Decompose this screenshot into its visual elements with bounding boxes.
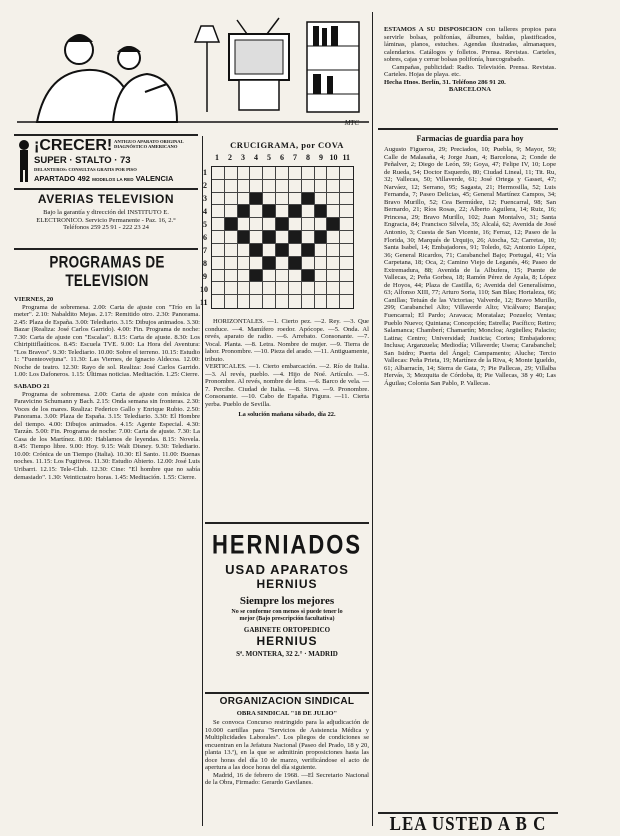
herniados-ad [206,530,368,688]
estamos-text2: Campañas, publicidad: Radio. Televisión. Prensa. Revistas. Carteles. Hojas de playa. etc. [384,63,556,79]
crossword-cell [315,270,328,283]
crossword-black-cell [276,218,289,231]
crossword-row-number: 6 [203,233,207,242]
crossword-cell [302,257,315,270]
crossword-cell [225,180,238,193]
crecer-line1: ANTIGUO APARATO ORIGINAL DIAGNÓSTICO AMERICANO [114,139,184,149]
crossword-black-cell [225,218,238,231]
crossword-cell [276,231,289,244]
crossword-cell [315,180,328,193]
crossword-cell [250,231,263,244]
crossword-cell [212,257,225,270]
crossword-cell [238,270,251,283]
crossword-row-number: 2 [203,181,207,190]
crossword-black-cell [289,205,302,218]
averias-text: Bajo la garantía y dirección del INSTITUTO E. ELECTRONICO. Servicio Permanente - Paz. 16, 2.° Teléfonos 259 25 91 - 222 23 24 [36,209,176,232]
crossword-column-number: 9 [319,153,323,162]
crossword-cell [315,295,328,308]
rule-mid-1 [205,522,369,524]
crucigrama-solution-note: La solución mañana sábado, día 22. [238,410,336,418]
crossword-cell [315,257,328,270]
crossword-cell [289,244,302,257]
crossword-cell [302,231,315,244]
crossword-cell [225,231,238,244]
crossword-column-number: 3 [241,153,245,162]
crossword-cell [276,193,289,206]
crossword-cell [276,270,289,283]
herniados-slogan: Siempre los mejores [239,595,335,607]
crossword-black-cell [289,231,302,244]
crossword-cell [225,193,238,206]
crossword-cell [289,180,302,193]
crossword-cell [225,257,238,270]
cartoon-illustration [17,12,369,130]
organizacion-sign: Madrid, 16 de febrero de 1968. —El Secretario Nacional de la Obra, Firmado: Gerardo Gavilanes. [205,771,369,787]
crossword-cell [212,193,225,206]
rule-right-1 [378,128,558,130]
crossword-cell [212,244,225,257]
crossword-cell [238,167,251,180]
crossword-cell [276,257,289,270]
crossword-cell [250,218,263,231]
crossword-cell [340,231,353,244]
crossword-cell [250,205,263,218]
crossword-row-number: 4 [203,207,207,216]
crecer-brand: ¡CRECER! [34,137,113,154]
crossword-row-number: 7 [203,246,207,255]
crossword-cell [263,295,276,308]
crossword-black-cell [263,231,276,244]
crossword-black-cell [302,270,315,283]
crossword-cell [238,218,251,231]
crossword-column-number: 1 [215,153,219,162]
crecer-apartado-text: APARTADO 492 [34,174,90,183]
crossword-cell [276,167,289,180]
crossword-cell [250,257,263,270]
crossword-cell [263,180,276,193]
crossword-cell [289,282,302,295]
programas-section [14,252,200,824]
crossword-cell [302,282,315,295]
lea-abc [376,814,560,836]
crossword-row-number: 11 [200,298,208,307]
herniados-sub: USAD APARATOS [225,562,349,577]
crossword-cell [315,167,328,180]
crossword-black-cell [250,270,263,283]
crossword-cell [327,167,340,180]
crucigrama-clues-text: HORIZONTALES. —1. Cierto pez. —2. Rey. —3. Que conduce. —4. Mamífero roedor. Apócope. —5. Onda. Al revés, aparato de radio. —6. Arrebato. Consonante. —7. Vocal. Planta. —8. Letra. Nombre de mujer. —9. Tierra de labor. Pronombre. —10. Pieza del arado. —11. Antiguamente, tributo. VERTICALES. —1. Cierto embarcación. —2. Río de Italia. —3. Al revés, pueblo. —4. Hijo de Noé. Artículo. —5. Pronombre. Al revés, nombre de letra. —6. Barco de vela. —7. Percibe. Ciudad de Italia. —8. Sirva. —9. Pronombre. Consonante. —10. Cabo de España. Figura. —11. Cierta yerba. Pueblo de Sevilla. [205,318,369,409]
crossword-black-cell [250,244,263,257]
crossword-cell [289,193,302,206]
crossword-row-number: 1 [203,168,207,177]
crossword-cell [327,205,340,218]
viernes-heading: VIERNES, 20 [14,296,54,303]
lea-abc-text: LEA USTED A B C [389,814,547,835]
crossword-cell [315,282,328,295]
crossword-cell [327,180,340,193]
crossword-column-number: 11 [342,153,351,162]
crossword-column-number: 7 [293,153,297,162]
column-rule-2 [372,12,373,826]
crossword-cell [315,244,328,257]
crossword-cell [340,257,353,270]
crossword-cell [302,218,315,231]
crossword-cell [238,193,251,206]
crucigrama-clues [205,318,369,518]
crossword-row-number: 8 [203,259,207,268]
crossword-cell [340,295,353,308]
organizacion-title: ORGANIZACION SINDICAL [219,696,355,707]
crecer-apartado [34,174,173,183]
estamos-section [384,26,556,124]
rule-left-2 [14,188,198,190]
herniados-brand2: HERNIUS [256,634,318,648]
cartoon-signature: MTC [344,119,359,127]
crecer-figure-icon [16,139,32,183]
organizacion-text: Se convoca Concurso restringido para la adjudicación de 10.000 cartillas para "Servicios de Asistencia Médica y Multiplicidades Laborales". Los pliegos de condiciones se encuentran en la Jefatura Nacional (Paseo del Prado, 18 y 20, planta 13.ª), en la que se admitirán proposiciones hasta las doce horas del día 10 de marzo, verificándose el acto de apertura a las doce horas del día siguiente. [205,719,369,772]
crossword-black-cell [302,244,315,257]
crecer-ad [14,137,198,185]
crossword-cell [276,295,289,308]
sabado-text: Programa de sobremesa. 2.00: Carta de ajuste con música de Paravicino Schumann y Bach. 2.15: Onda semana sin fronteras. 2.30: Voces de los mares. Realiza: Federico Gallo y Enrique Rubio. 2.50: Panorama. 3.00: Plaza de España. 3.15: Telediario. 3.30: El Hombre del tiempo. 4.00: Dibujos animados. 4.15: Agente Especial. 4.30: Tarzán. 5.00: Fin. Programa de noche: 7.00: Carta de ajuste. 7.30: La Casa de los Martínez. 8.00: Hablamos de leyendas. 8.15: Novela. 8.45: Tiempo libre. 9.00: Hoy. 9.15: Walt Disney. 9.30: Telediario. 10.00: Crónica de un Tiempo (Italia). 10.30: El Santo. 11.00: Buenas noches. 11.15: Los Fugitivos. 11.30: Estudio Abierto. 12.00: José Luis Uribarri. 12.15: Tele-Club. 12.30: Cine: "El hombre que no sabía demasiado". 1.30: Veinticuatro horas. 1.45: Meditación. 1.55: Cierre. [14,390,200,481]
crossword-black-cell [302,193,315,206]
crossword-cell [289,270,302,283]
crossword-cell [263,244,276,257]
crossword-cell [238,180,251,193]
crossword-cell [212,167,225,180]
sabado-heading: SABADO 21 [14,383,50,391]
crossword-cell [263,167,276,180]
estamos-text [384,26,556,64]
estamos-title: ESTAMOS A SU DISPOSICION [384,26,483,33]
estamos-address: Hecha Hnos. Berlín, 31. Teléfono 286 91 20. [384,78,506,86]
crossword-cell [238,257,251,270]
crossword-column-number: 10 [329,153,338,162]
averias-title: AVERIAS TELEVISION [37,192,175,206]
crossword-cell [238,244,251,257]
crossword-column-number: 6 [280,153,284,162]
averias-section [14,192,198,244]
herniados-gabinete: GABINETE ORTOPEDICO [243,626,331,634]
crossword-cell [340,180,353,193]
crossword-cell [327,193,340,206]
crossword-black-cell [238,231,251,244]
crossword-column-number: 5 [267,153,271,162]
crossword-cell [276,205,289,218]
crossword-cell [250,167,263,180]
programas-body [14,296,200,481]
crossword-cell [340,270,353,283]
crossword-cell [340,193,353,206]
organizacion-section [205,696,369,828]
crossword-cell [315,193,328,206]
crecer-tag1: MODELOS LA RED [92,177,134,182]
crossword-cell [263,193,276,206]
crossword-cell [340,205,353,218]
herniados-small: No se conforme con menos si puede tener lo mejor (Bajo prescripción facultativa) [231,609,343,622]
crossword-cell [250,282,263,295]
crossword-cell [276,282,289,295]
crossword-black-cell [315,231,328,244]
crossword-cell [302,180,315,193]
crossword-cell [302,167,315,180]
crossword-cell [340,282,353,295]
farmacias-title: Farmacias de guardia para hoy [416,134,524,143]
crossword-cell [225,167,238,180]
crossword-cell [263,270,276,283]
crossword-cell [212,218,225,231]
organizacion-body [205,719,369,787]
crossword-cell [225,282,238,295]
estamos-body: con talleres propios para servirle bolsas, polifonías, álbumes, baldas, plastificados, láminas, planos, estuches. Agendas ilustradas, almanaques, calendarios. Catálogos y folletos. Prensa. Revistas. Carteles, sobres, cajas y cerrar bolsas polifonía, huecograbado. [384,26,556,64]
cartoon-panel [17,12,369,130]
crossword-grid [211,166,354,309]
crossword-cell [327,244,340,257]
crossword-black-cell [238,205,251,218]
crossword-cell [340,218,353,231]
crossword-cell [250,180,263,193]
crossword-black-cell [276,244,289,257]
crossword-cell [327,295,340,308]
crossword-cell [302,205,315,218]
crossword-cell [225,270,238,283]
crossword-cell [263,282,276,295]
crossword-cell [289,218,302,231]
organizacion-subtitle: OBRA SINDICAL "18 DE JULIO" [236,710,338,717]
crossword-cell [315,218,328,231]
rule-left-3 [14,248,198,250]
crossword-cell [340,244,353,257]
crossword-row-number: 5 [203,220,207,229]
crecer-tag2: SUPER · STALTO · 73 [34,155,131,166]
crossword-row-number: 9 [203,272,207,281]
crossword-black-cell [263,257,276,270]
estamos-city: BARCELONA [448,86,492,94]
crossword-black-cell [289,257,302,270]
crossword-cell [289,295,302,308]
crossword-cell [225,244,238,257]
herniados-brand: HERNIUS [256,577,318,591]
viernes-text: Programa de sobremesa. 2.00: Carta de ajuste con "Trío en la meter". 2.10: Nabaldito Mejas. 2.17: Remitido otro. 2.30: Panorama. 2.45: Plaza de España. 3.00: Telediario. 3.15: Dibujos animados. 3.30: Bazar (Realiza: José Carlos Garrido). 4.00: Fin. Programa de noche: 7.30: Carta de ajuste con "Escalas". 8.15: Carta de ajuste. 8.30: Los Chiripitiflaúticos. 8.45: Escuela TVE. 9.00: La Hora del Aventura: "Los Bravos". 9.30: Telediario. 10.00: Sobre el terreno. 10.15: Estudio 1: "Fuenteovejuna". 11.30: Las Viernes, de Ignacio Aldecoa. 12.00: Noche de teatro. 12.30: Rayo de sol. Realiza: José Carlos Garrido. 1.00: Los Dafoneros. 1.15: Últimas noticias. Meditación. 1.25: Cierre. [14,303,200,379]
crossword-column-number: 8 [306,153,310,162]
crossword-cell [289,167,302,180]
crossword-cell [327,231,340,244]
crossword-black-cell [327,218,340,231]
crossword-cell [225,205,238,218]
crossword-black-cell [250,193,263,206]
crossword-black-cell [315,205,328,218]
programas-title: PROGRAMAS DE TELEVISION [49,252,165,290]
crossword-cell [212,180,225,193]
farmacias-section [384,134,556,810]
crossword-cell [327,282,340,295]
crossword-black-cell [263,205,276,218]
crossword-cell [276,180,289,193]
crossword-cell [263,218,276,231]
crossword-cell [238,282,251,295]
crossword-cell [340,167,353,180]
rule-left-top [14,134,198,136]
farmacias-body [384,146,556,388]
rule-mid-2 [205,692,369,694]
crossword-cell [327,270,340,283]
crossword-cell [238,295,251,308]
crossword-cell [327,257,340,270]
herniados-address: Sª. MONTERA, 32 2.° · MADRID [236,650,338,658]
crossword-row-number: 10 [200,285,208,294]
crossword-cell [212,205,225,218]
crossword-cell [212,282,225,295]
crucigrama-title: CRUCIGRAMA, por COVA [230,140,344,150]
crossword-column-number: 2 [228,153,232,162]
crecer-city: VALENCIA [135,174,174,183]
crossword-row-number: 3 [203,194,207,203]
crossword-cell [212,270,225,283]
crossword-cell [250,295,263,308]
crossword-cell [212,231,225,244]
crossword-column-number: 4 [254,153,258,162]
crecer-line2: DELANTEROS: CONSULTAS GRATIS POR PISO [34,167,137,172]
crossword-cell [212,295,225,308]
crossword-cell [302,295,315,308]
farmacias-text: Augusto Figueroa, 29; Preciados, 10; Puebla, 9; Mayor, 59; Calle de Malasaña, 4; Jorge Juan, 4; Barcelona, 2; Conde de Peñalver, 2; Diego de León, 59; Goya, 47; Felipe IV, 10; Lope de Rueda, 54; Doctor Esquerdo, 80; Ciudad Lineal, 11; Tit. Ru, 32; Vallecas, 50; Villaverde, 61; José Ortega y Gasset, 47; Narváez, 12; Serrano, 95; Sagasta, 21; Hermosilla, 52; Luis Fernanda, 7; Paseo Delicias, 45; General Martínez Campos, 34; Bravo Murillo, 52; Cea Bermúdez, 12; Fuencarral, 98; San Bernardo, 21; Ríos Rosas, 22; Alberto Aguilera, 14; Ruiz, 16; Princesa, 29; Bravo Murillo, 102; Juan Montalvo, 31; Santa Engracia, 84; Francisco Silvela, 35; Alcalá, 62; Avenida de José Antonio, 3; Cuesta de San Vicente, 16; Ferraz, 12; Paseo de la Florida, 30; Marqués de Urquijo, 26; Atocha, 52; Carretas, 10; Santa Isabel, 14; Embajadores, 91; Toledo, 62; Antonio López, 36; General Ricardos, 71; Carabanchel Bajo; Portugal, 41; Vía Carpetana, 18; Oca, 2; Camino Viejo de Leganés, 46; Paseo de Extremadura, 88; Avenida de la Albufera, 15; Puente de Vallecas, 2; Peña Gorbea, 18; Ramón Pérez de Ayala, 8; López de Hoyos, 44; Plaza de Castilla, 6; Avenida del Generalísimo, 63; Alfonso XIII, 77; Arturo Soria, 110; San Blas; Hortaleza, 66; Canillas; Tetuán de las Victorias; Valverde, 12; Bravo Murillo, 299; Carabanchel Alto; Villaverde Alto; Vicálvaro; Barajas; Fuencarral; El Pardo; Aravaca; Moratalaz; Pozuelo; Ventas; Pueblo Nuevo; Quintana; Concepción; Estrella; Pacífico; Retiro; Salamanca; Chamberí; Chamartín; Moncloa; Argüelles; Palacio; Latina; Centro; Universidad; Justicia; Cortes; Embajadores; Inclusa; Arganzuela; Mediodía; Villaverde; Usera; Carabanchel; San Isidro; Puerta del Ángel; Campamento; Aluche; Tercio Vallecas: Peña Prieta, 19; Martínez de la Riva, 4; Monte Igueldo, 61; Albarracín, 14; Sierra de Gata, 7; Pie Pallecas, 29; Villalba Hervás, 3; Mezquita de Córdoba, 8; Pie Vallecas, 38 y 40; Las Águilas; Colonia San Pablo, P. Vallecas. [384,146,556,387]
herniados-title: HERNIADOS [211,530,362,560]
crossword-cell [225,295,238,308]
